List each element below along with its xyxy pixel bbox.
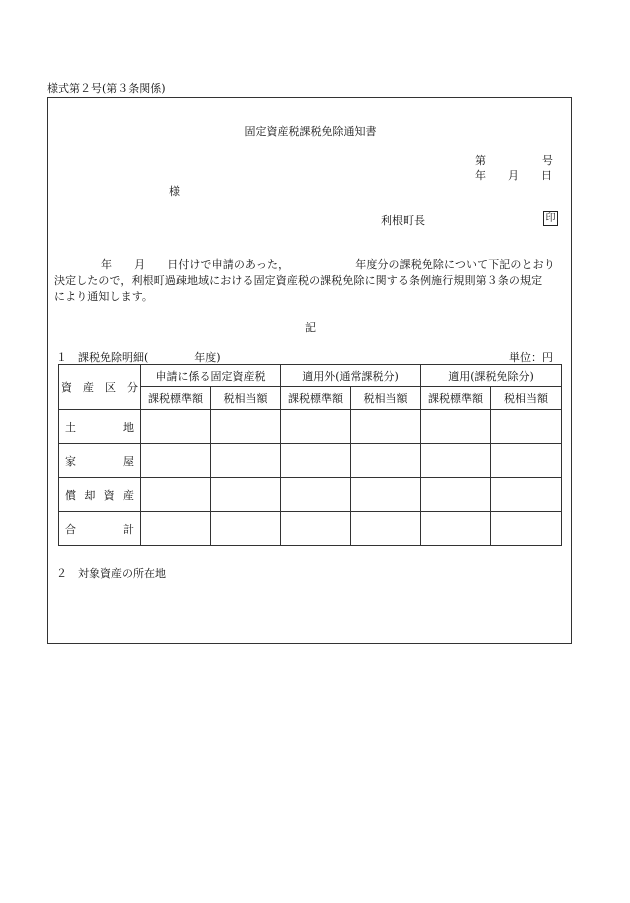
- amount-cell[interactable]: [211, 444, 281, 478]
- notice-body: [54, 257, 568, 305]
- document-title: 固定資産税課税免除通知書: [244, 125, 377, 138]
- sub-header: 税相当額: [351, 387, 421, 410]
- amount-cell[interactable]: [491, 444, 562, 478]
- number-prefix: 第: [475, 154, 486, 167]
- amount-cell[interactable]: [351, 444, 421, 478]
- amount-cell[interactable]: [281, 444, 351, 478]
- section-1-heading: １ 課税免除明細( 年度): [56, 351, 221, 364]
- amount-cell[interactable]: [211, 410, 281, 444]
- amount-cell[interactable]: [141, 478, 211, 512]
- exemption-table: [58, 364, 562, 546]
- ki-heading: 記: [305, 321, 316, 334]
- table-row: [59, 410, 562, 444]
- amount-cell[interactable]: [421, 512, 491, 546]
- date-month: 月: [508, 169, 519, 182]
- amount-cell[interactable]: [491, 410, 562, 444]
- table-row: [59, 444, 562, 478]
- issue-date: [475, 167, 552, 183]
- amount-cell[interactable]: [141, 512, 211, 546]
- table-row: [59, 512, 562, 546]
- section-2-heading: ２ 対象資産の所在地: [56, 567, 166, 580]
- seal-mark: 印: [543, 211, 558, 226]
- body-line-3: により通知します。: [54, 290, 154, 303]
- date-year: 年: [475, 169, 486, 182]
- sub-header: 課税標準額: [281, 387, 351, 410]
- unit-label: 単位：円: [509, 351, 553, 364]
- amount-cell[interactable]: [421, 410, 491, 444]
- body-line-2: 決定したので，利根町過疎地域における固定資産税の課税免除に関する条例施行規則第３条の規定: [54, 274, 543, 287]
- sub-header: 税相当額: [211, 387, 281, 410]
- form-id: 様式第２号(第３条関係): [47, 82, 166, 95]
- row-category-depreciable: 償 却 資 産: [59, 478, 141, 512]
- group-header-not-applicable: 適用外(通常課税分): [281, 365, 421, 387]
- amount-cell[interactable]: [421, 478, 491, 512]
- category-header: 資 産 区 分: [59, 365, 141, 410]
- document-number: [475, 152, 553, 168]
- group-header-applied: 申請に係る固定資産税: [141, 365, 281, 387]
- row-category-land: 土 地: [59, 410, 141, 444]
- amount-cell[interactable]: [491, 478, 562, 512]
- number-suffix: 号: [542, 154, 553, 167]
- amount-cell[interactable]: [351, 478, 421, 512]
- amount-cell[interactable]: [281, 410, 351, 444]
- amount-cell[interactable]: [491, 512, 562, 546]
- issuer-name: 利根町長: [381, 214, 425, 227]
- date-day: 日: [541, 169, 552, 182]
- row-category-house: 家 屋: [59, 444, 141, 478]
- sub-header: 課税標準額: [421, 387, 491, 410]
- amount-cell[interactable]: [211, 478, 281, 512]
- amount-cell[interactable]: [141, 410, 211, 444]
- row-category-total: 合 計: [59, 512, 141, 546]
- group-header-exempt: 適用(課税免除分): [421, 365, 562, 387]
- amount-cell[interactable]: [211, 512, 281, 546]
- amount-cell[interactable]: [281, 512, 351, 546]
- table-row: [59, 478, 562, 512]
- addressee-suffix: 様: [169, 185, 180, 198]
- body-line-1: 年 月 日付けで申請のあった， 年度分の課税免除について下記のとおり: [101, 258, 555, 271]
- sub-header: 税相当額: [491, 387, 562, 410]
- amount-cell[interactable]: [141, 444, 211, 478]
- amount-cell[interactable]: [351, 410, 421, 444]
- sub-header: 課税標準額: [141, 387, 211, 410]
- amount-cell[interactable]: [421, 444, 491, 478]
- amount-cell[interactable]: [281, 478, 351, 512]
- amount-cell[interactable]: [351, 512, 421, 546]
